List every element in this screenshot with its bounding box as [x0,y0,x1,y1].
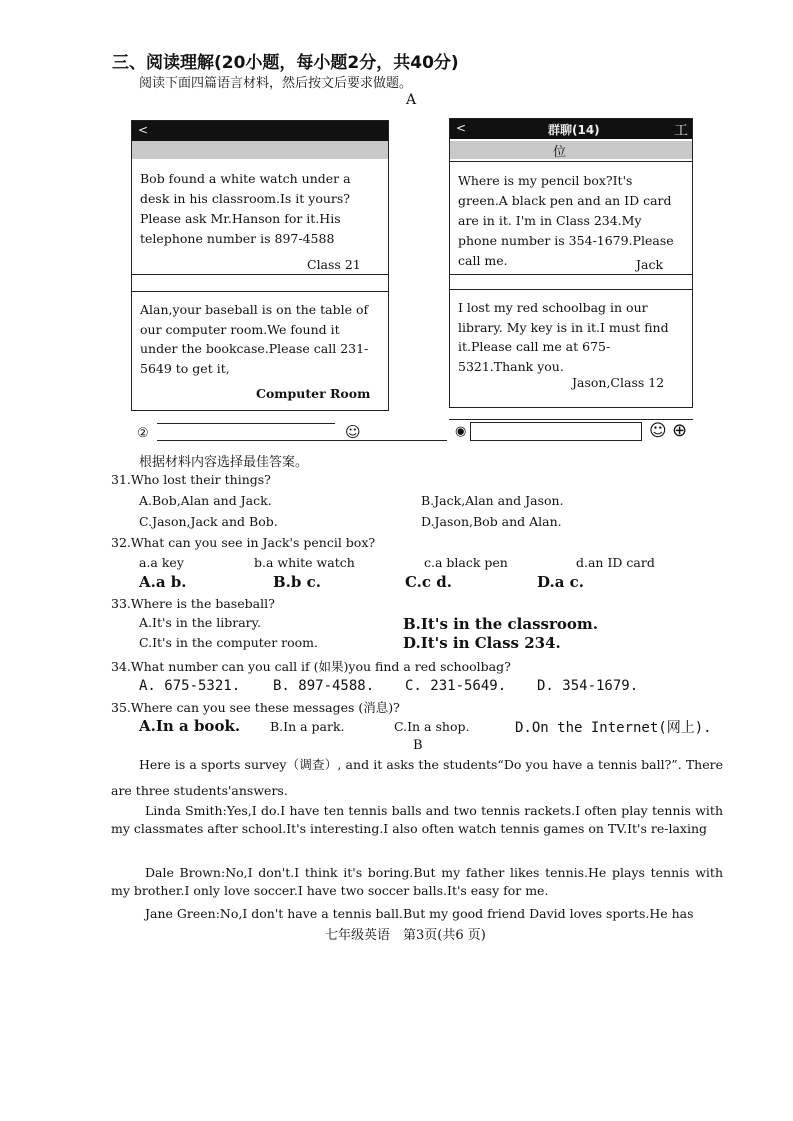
voice-icon[interactable]: ◉ [455,424,467,439]
section-title: 三、阅读理解(20小题，每小题2分，共40分) [112,53,459,73]
left-input-line[interactable] [157,423,335,424]
q34-option-c[interactable]: C. 231-5649. [405,678,507,694]
divider [450,274,692,275]
menu-icon[interactable]: 工 [674,123,688,139]
right-input-line-top [449,419,693,420]
q32-item-c: c.a black pen [424,555,508,570]
passage-b-dale: Dale Brown:No,I don't.I think it's boring.But my father likes tennis.He plays tennis with my brother.I only love soccer.I have two soccer balls.It's easy for me. [111,865,723,898]
question-31: 31.Who lost their things? [111,472,271,487]
question-35: 35.Where can you see these messages (消息)? [111,700,400,715]
q35-option-a[interactable]: A.In a book. [139,717,241,735]
section-instruction: 阅读下面四篇语言材料，然后按文后要求做题。 [139,76,413,91]
q32-item-a: a.a key [139,555,184,570]
q33-option-b[interactable]: B.It's in the classroom. [403,615,598,633]
subheader-text: 位 [553,145,567,160]
task-instruction: 根据材料内容选择最佳答案。 [139,455,309,470]
q31-option-a[interactable]: A.Bob,Alan and Jack. [139,493,272,508]
right-phone-header [450,119,692,139]
passage-b-label: B [413,738,423,753]
q32-option-d[interactable]: D.a c. [537,573,584,591]
passage-b-linda: Linda Smith:Yes,I do.I have ten tennis balls and two tennis rackets.I often play tennis with my classmates after school.It's interesting.I also often watch tennis games on TV.It's re-laxing [111,803,723,836]
right-note-2-sign: Jason,Class 12 [572,375,665,390]
left-note-2-sign: Computer Room [256,386,371,401]
group-chat-title: 群聊(14) [548,123,600,137]
q33-option-d[interactable]: D.It's in Class 234. [403,634,561,652]
back-icon[interactable]: < [138,123,149,137]
q32-option-c[interactable]: C.c d. [405,573,452,591]
q32-item-b: b.a white watch [254,555,355,570]
q32-item-d: d.an ID card [576,555,655,570]
q35-option-c[interactable]: C.In a shop. [394,719,470,734]
right-phone-panel [449,118,693,408]
divider [132,291,388,292]
emoji-icon[interactable]: ☺ [649,421,667,441]
left-note-1-sign: Class 21 [307,257,361,272]
divider [132,274,388,275]
page-footer: 七年级英语 第3页(共6 页) [325,928,486,943]
left-input-line-2 [157,440,447,441]
divider [450,161,692,162]
q35-option-d[interactable]: D.On the Internet(网上). [515,720,712,736]
left-phone-header [132,121,388,141]
q35-option-b[interactable]: B.In a park. [270,719,345,734]
passage-b-jane: Jane Green:No,I don't have a tennis ball.But my good friend David loves sports.He has [145,906,694,921]
q31-option-b[interactable]: B.Jack,Alan and Jason. [421,493,564,508]
question-33: 33.Where is the baseball? [111,596,275,611]
q31-option-c[interactable]: C.Jason,Jack and Bob. [139,514,278,529]
question-34: 34.What number can you call if (如果)you find a red schoolbag? [111,659,511,674]
q32-option-b[interactable]: B.b c. [273,573,321,591]
right-message-input[interactable] [470,422,642,441]
right-phone-subheader [450,141,692,159]
left-phone-panel [131,120,389,411]
right-note-2: I lost my red schoolbag in our library. My key is in it.I must find it.Please call me at 675-5321.Thank you. [458,300,669,374]
passage-a-label: A [406,92,417,108]
q34-option-a[interactable]: A. 675-5321. [139,678,241,694]
plus-icon[interactable]: ⊕ [672,420,688,441]
left-note-2: Alan,your baseball is on the table of our computer room.We found it under the bookcase.Please call 231-5649 to get it, [140,302,369,376]
back-icon[interactable]: < [456,121,467,135]
q31-option-d[interactable]: D.Jason,Bob and Alan. [421,514,562,529]
q33-option-a[interactable]: A.It's in the library. [139,615,262,630]
emoji-icon[interactable]: ☺ [345,423,361,441]
right-note-1-sign: Jack [636,257,664,272]
passage-b-intro: Here is a sports survey（调查）, and it asks the students“Do you have a tennis ball?”. There are three students'answers. [111,757,723,798]
left-note-1: Bob found a white watch under a desk in his classroom.Is it yours?Please ask Mr.Hanson for it.His telephone number is 897-4588 [140,171,351,246]
q34-option-d[interactable]: D. 354-1679. [537,678,639,694]
question-32: 32.What can you see in Jack's pencil box? [111,535,376,550]
q34-option-b[interactable]: B. 897-4588. [273,678,375,694]
right-note-1: Where is my pencil box?It's green.A black pen and an ID card are in it. I'm in Class 234.My phone number is 354-1679.Please call me. [458,173,674,268]
q32-option-a[interactable]: A.a b. [139,573,187,591]
q33-option-c[interactable]: C.It's in the computer room. [139,635,318,650]
left-phone-subheader [132,141,388,159]
left-footer-icon: ② [137,426,149,441]
divider [450,289,692,290]
